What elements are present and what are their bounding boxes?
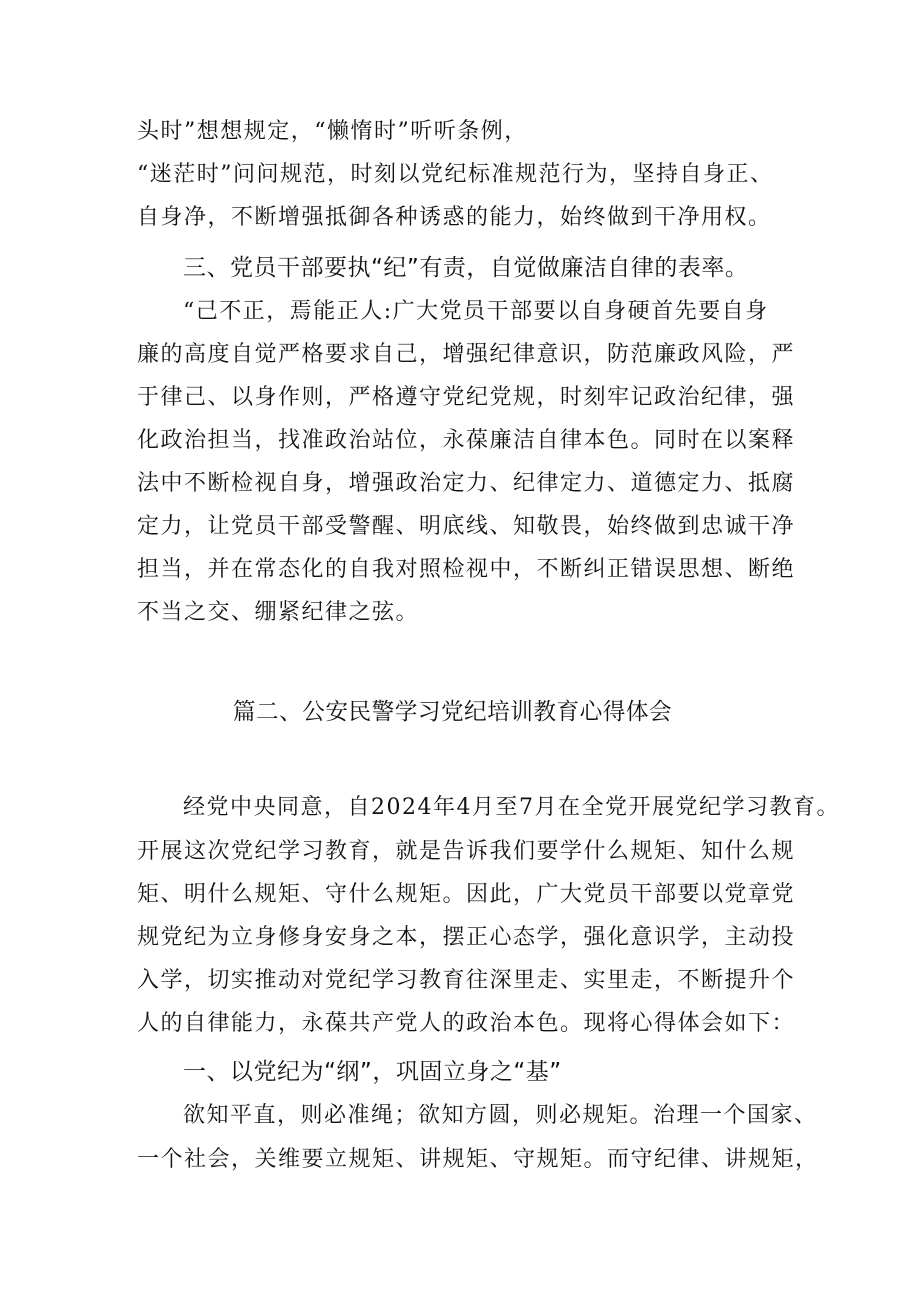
paragraph-line: 开展这次党纪学习教育，就是告诉我们要学什么规矩、知什么规 bbox=[137, 839, 796, 864]
paragraph-line: 自身净，不断增强抵御各种诱惑的能力，始终做到干净用权。 bbox=[137, 205, 772, 230]
paragraph-line: 经党中央同意，自2024年4月至7月在全党开展党纪学习教育。 bbox=[183, 795, 840, 820]
paragraph-line: 担当，并在常态化的自我对照检视中，不断纠正错误思想、断绝 bbox=[137, 557, 796, 582]
paragraph-line: 化政治担当，找准政治站位，永葆廉洁自律本色。同时在以案释 bbox=[137, 428, 796, 453]
paragraph-line: 人的自律能力，永葆共产党人的政治本色。现将心得体会如下： bbox=[137, 1011, 796, 1036]
paragraph-line: “迷茫时”问问规范，时刻以党纪标准规范行为，坚持自身正、 bbox=[137, 162, 774, 187]
paragraph-line: 于律己、以身作则，严格遵守党纪党规，时刻牢记政治纪律，强 bbox=[137, 385, 796, 410]
paragraph-line: 矩、明什么规矩、守什么规矩。因此，广大党员干部要以党章党 bbox=[137, 882, 796, 907]
paragraph-line: “己不正，焉能正人:广大党员干部要以自身硬首先要自身 bbox=[183, 299, 769, 324]
paragraph-line: 廉的高度自觉严格要求自己，增强纪律意识，防范廉政风险，严 bbox=[137, 342, 796, 367]
section-heading-3: 三、党员干部要执“纪”有责，自觉做廉洁自律的表率。 bbox=[183, 255, 749, 281]
section-heading-1: 一、以党纪为“纲”，巩固立身之“基” bbox=[183, 1059, 562, 1085]
paragraph-line: 入学，切实推动对党纪学习教育往深里走、实里走，不断提升个 bbox=[137, 968, 796, 993]
paragraph-line: 规党纪为立身修身安身之本，摆正心态学，强化意识学，主动投 bbox=[137, 925, 796, 950]
paragraph-line: 欲知平直，则必准绳；欲知方圆，则必规矩。治理一个国家、 bbox=[183, 1103, 818, 1128]
article-title: 篇二、公安民警学习党纪培训教育心得体会 bbox=[232, 699, 673, 725]
paragraph-line: 一个社会，关维要立规矩、讲规矩、守规矩。而守纪律、讲规矩， bbox=[137, 1147, 819, 1172]
paragraph-line: 头时”想想规定，“懒惰时”听听条例， bbox=[137, 119, 528, 144]
paragraph-line: 定力，让党员干部受警醒、明底线、知敬畏，始终做到忠诚干净 bbox=[137, 514, 796, 539]
paragraph-line: 法中不断检视自身，增强政治定力、纪律定力、道德定力、抵腐 bbox=[137, 471, 796, 496]
paragraph-line: 不当之交、绷紧纪律之弦。 bbox=[137, 600, 420, 625]
